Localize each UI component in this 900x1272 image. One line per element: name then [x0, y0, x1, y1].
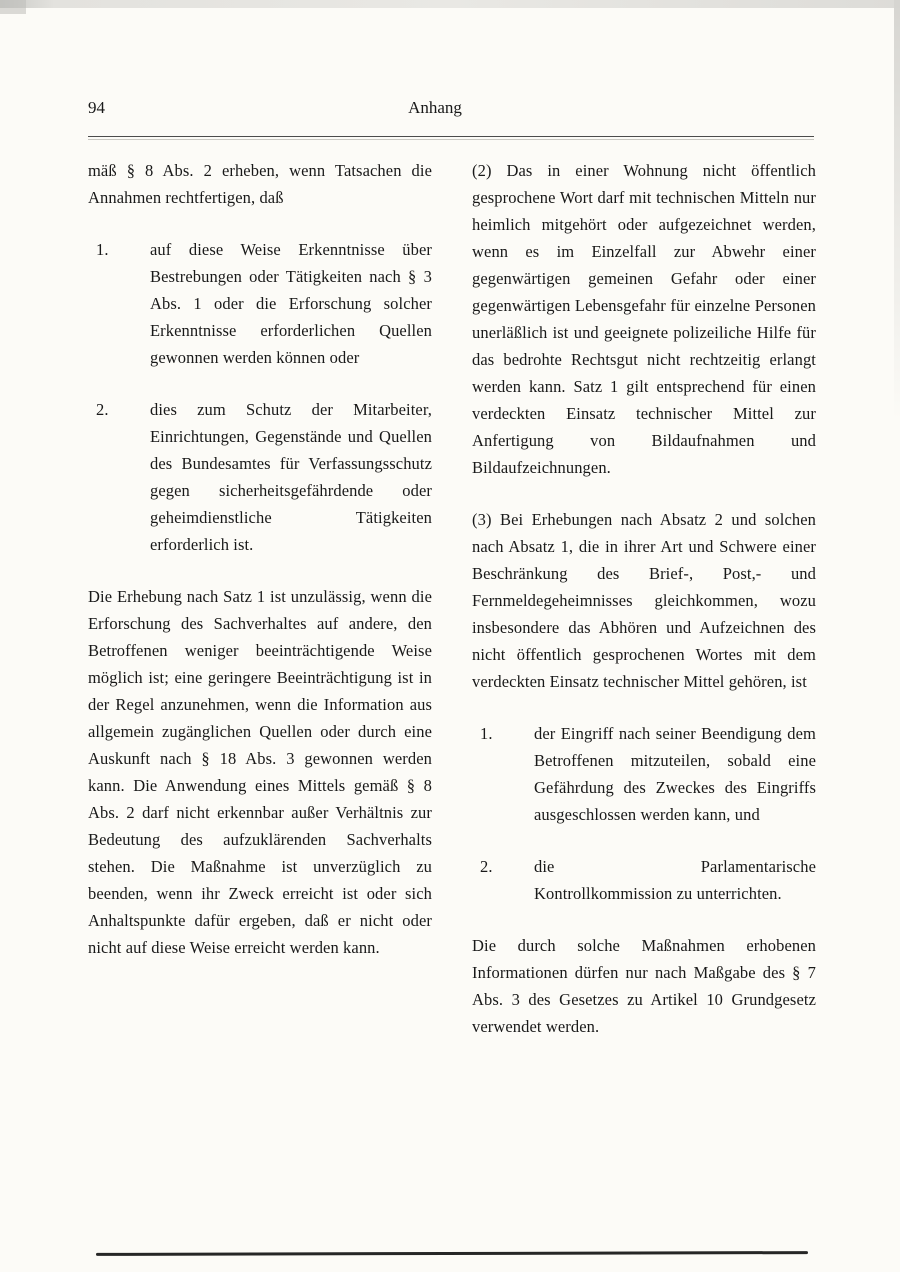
paragraph-erhebung: Die Erhebung nach Satz 1 ist unzulässig, wenn die Erforschung des Sachverhaltes auf andere, den Betroffenen weniger beeinträchtigende Weise möglich ist; eine geringere Beeinträchtigung ist in der Regel anzunehmen, wenn die Information aus allgemein zugänglichen Quellen oder durch eine Auskunft nach § 18 Abs. 3 gewonnen werden kann. Die Anwendung eines Mittels gemäß § 8 Abs. 2 darf nicht erkennbar außer Verhältnis zur Bedeutung des aufzuklärenden Sachverhalts stehen. Die Maßnahme ist unverzüglich zu beenden, wenn ihr Zweck erreicht ist oder sich Anhaltspunkte dafür ergeben, daß er nicht oder nicht auf diese Weise erreicht werden kann. [88, 587, 432, 957]
left-column [88, 157, 432, 1040]
list-item-number: 1. [480, 724, 493, 743]
page-header [0, 0, 900, 120]
paragraph-intro: mäß § 8 Abs. 2 erheben, wenn Tatsachen die Annahmen rechtfertigen, daß [88, 161, 432, 207]
text-columns [88, 157, 816, 1040]
list-item [472, 853, 816, 907]
list-item-text: der Eingriff nach seiner Beendigung dem Betroffenen mitzuteilen, sobald eine Gefährdung des Zweckes des Eingriffs ausgeschlossen werden kann, und [534, 724, 816, 824]
paragraph-abs2: (2) Das in einer Wohnung nicht öffentlich gesprochene Wort darf mit technischen Mitteln nur heimlich mitgehört oder aufgezeichnet werden, wenn es im Einzelfall zur Abwehr einer gegenwärtigen gemeinen Gefahr oder einer gegenwärtigen Lebensgefahr für einzelne Personen unerläßlich ist und geeignete polizeiliche Hilfe für das bedrohte Rechtsgut nicht rechtzeitig erlangt werden kann. Satz 1 gilt entsprechend für einen verdeckten Einsatz technischer Mittel zur Anfertigung von Bildaufnahmen und Bildaufzeichnungen. [472, 161, 816, 477]
right-column [472, 157, 816, 1040]
paragraph-abs3: (3) Bei Erhebungen nach Absatz 2 und solchen nach Absatz 1, die in ihrer Art und Schwere einer Beschränkung des Brief-, Post,- und Fernmeldegeheimnisses gleichkommen, wozu insbesondere das Abhören und Aufzeichnen des nicht öffentlich gesprochenen Wortes mit dem verdeckten Einsatz technischer Mittel gehören, ist [472, 510, 816, 691]
list-item-number: 1. [96, 240, 109, 259]
list-item [88, 396, 432, 558]
paragraph-closing: Die durch solche Maßnahmen erhobenen Informationen dürfen nur nach Maßgabe des § 7 Abs. 3 des Gesetzes zu Artikel 10 Grundgesetz verwendet werden. [472, 936, 816, 1036]
header-rule [88, 136, 814, 137]
list-item [472, 720, 816, 828]
list-item-text: die Parlamentarische Kontrollkommission zu unterrichten. [534, 857, 816, 903]
list-item-text: auf diese Weise Erkenntnisse über Bestrebungen oder Tätigkeiten nach § 3 Abs. 1 oder die Erforschung solcher Erkenntnisse erforderlichen Quellen gewonnen werden können oder [150, 240, 432, 367]
list-item-number: 2. [96, 400, 109, 419]
list-item-text: dies zum Schutz der Mitarbeiter, Einrichtungen, Gegenstände und Quellen des Bundesamtes für Verfassungsschutz gegen sicherheitsgefährdende oder geheimdienstliche Tätigkeiten erforderlich ist. [150, 400, 432, 554]
page-header-title: Anhang [408, 98, 462, 117]
scan-edge-bottom [96, 1251, 808, 1256]
page-number: 94 [88, 98, 105, 117]
list-item [88, 236, 432, 371]
list-item-number: 2. [480, 857, 493, 876]
